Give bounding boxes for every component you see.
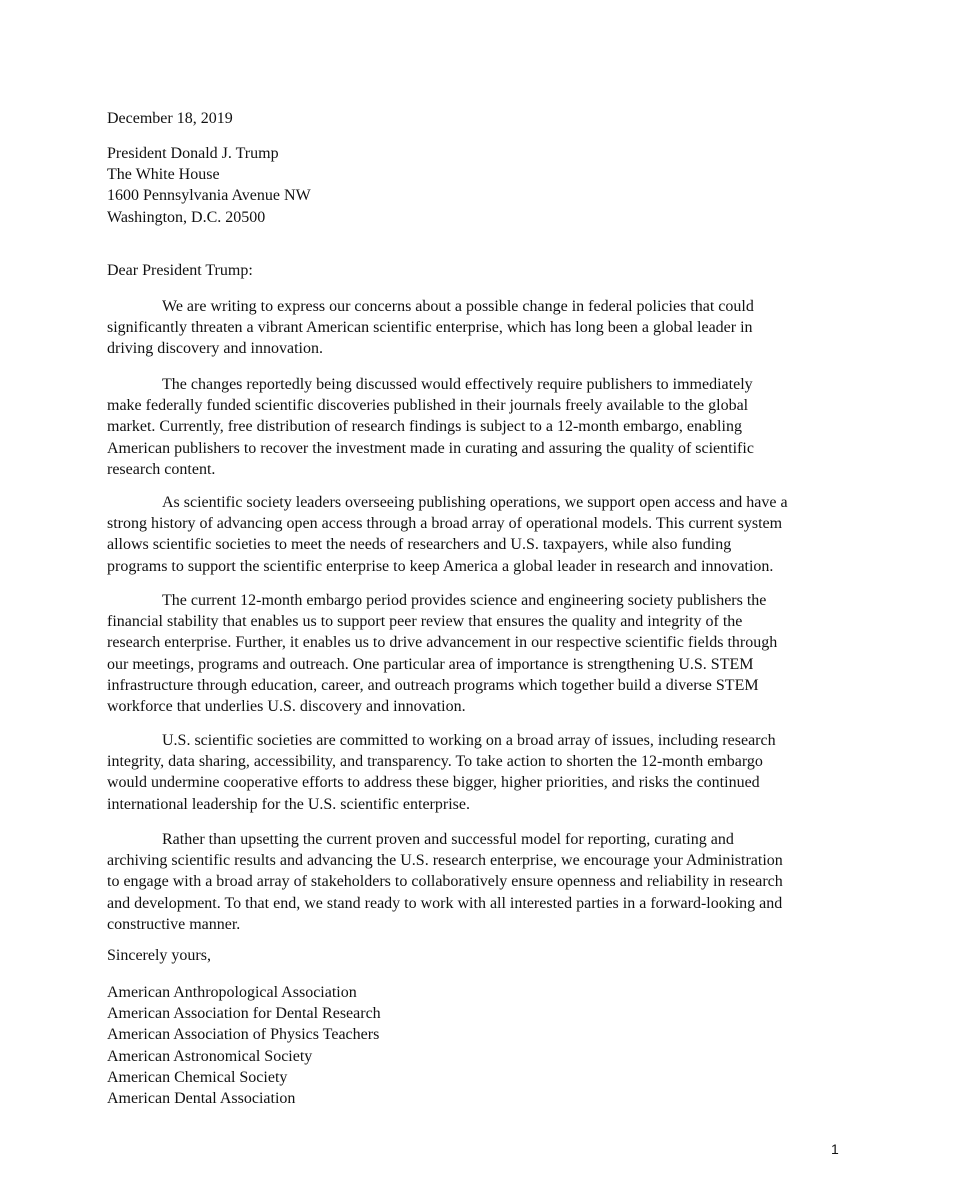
paragraph-line: programs to support the scientific enterprise to keep America a global leader in research and innovation. — [107, 557, 774, 575]
paragraph-line: international leadership for the U.S. scientific enterprise. — [107, 795, 470, 813]
address-line: President Donald J. Trump — [107, 145, 279, 162]
paragraph-line: to engage with a broad array of stakeholders to collaboratively ensure openness and reliability in research — [107, 873, 783, 891]
paragraph-line: strong history of advancing open access through a broad array of operational models. This current system — [107, 515, 783, 533]
paragraph-line: The changes reportedly being discussed would effectively require publishers to immediately — [162, 376, 753, 393]
paragraph-line: The current 12-month embargo period provides science and engineering society publishers the — [162, 592, 767, 609]
paragraph-line: As scientific society leaders overseeing publishing operations, we support open access and have a — [162, 494, 788, 511]
closing — [107, 945, 837, 966]
paragraph-line: Rather than upsetting the current proven and successful model for reporting, curating and — [162, 831, 734, 848]
signatory-item: American Association for Dental Research — [107, 1005, 381, 1023]
paragraph-1 — [107, 296, 837, 360]
signatory-item: American Dental Association — [107, 1090, 296, 1108]
paragraph-line: research enterprise. Further, it enables us to drive advancement in our respective scientific fields through — [107, 634, 778, 652]
date-text: December 18, 2019 — [107, 110, 233, 127]
paragraph-line: workforce that underlies U.S. discovery and innovation. — [107, 698, 466, 716]
salutation — [107, 260, 837, 281]
page-number: 1 — [831, 1141, 839, 1157]
paragraph-line: driving discovery and innovation. — [107, 340, 323, 358]
signatory-item: American Astronomical Society — [107, 1047, 313, 1065]
paragraph-line: market. Currently, free distribution of research findings is subject to a 12-month embargo, enabling — [107, 418, 742, 436]
paragraph-line: research content. — [107, 460, 216, 478]
signatory-item: American Association of Physics Teachers — [107, 1026, 380, 1044]
paragraph-3 — [107, 492, 837, 577]
recipient-address — [107, 143, 837, 228]
salutation-text: Dear President Trump: — [107, 262, 253, 279]
paragraph-line: would undermine cooperative efforts to address these bigger, higher priorities, and risks the continued — [107, 774, 760, 792]
paragraph-line: integrity, data sharing, accessibility, and transparency. To take action to shorten the 12-month embargo — [107, 753, 763, 771]
paragraph-line: our meetings, programs and outreach. One particular area of importance is strengthening U.S. STEM — [107, 655, 754, 673]
signatory-item: American Anthropological Association — [107, 984, 357, 1001]
paragraph-line: archiving scientific results and advancing the U.S. research enterprise, we encourage your Administration — [107, 852, 783, 870]
paragraph-6 — [107, 829, 837, 935]
signatory-item: American Chemical Society — [107, 1068, 288, 1086]
paragraph-line: financial stability that enables us to support peer review that ensures the quality and integrity of the — [107, 613, 743, 631]
paragraph-2 — [107, 374, 837, 480]
closing-text: Sincerely yours, — [107, 947, 211, 964]
paragraph-line: We are writing to express our concerns about a possible change in federal policies that could — [162, 298, 754, 315]
paragraph-line: American publishers to recover the investment made in curating and assuring the quality of scientific — [107, 439, 754, 457]
paragraph-line: and development. To that end, we stand ready to work with all interested parties in a forward-looking and — [107, 894, 783, 912]
paragraph-line: allows scientific societies to meet the needs of researchers and U.S. taxpayers, while also funding — [107, 536, 732, 554]
paragraph-line: constructive manner. — [107, 915, 241, 933]
letter-date — [107, 108, 837, 129]
signatory-list — [107, 982, 837, 1109]
paragraph-line: infrastructure through education, career, and outreach programs which together build a diverse STEM — [107, 676, 759, 694]
address-line: The White House — [107, 166, 220, 184]
paragraph-5 — [107, 730, 837, 815]
address-line: 1600 Pennsylvania Avenue NW — [107, 187, 311, 205]
paragraph-4 — [107, 590, 837, 717]
paragraph-line: make federally funded scientific discoveries published in their journals freely available to the global — [107, 397, 749, 415]
paragraph-line: U.S. scientific societies are committed to working on a broad array of issues, including research — [162, 732, 776, 749]
address-line: Washington, D.C. 20500 — [107, 208, 266, 226]
paragraph-line: significantly threaten a vibrant American scientific enterprise, which has long been a global leader in — [107, 319, 753, 337]
